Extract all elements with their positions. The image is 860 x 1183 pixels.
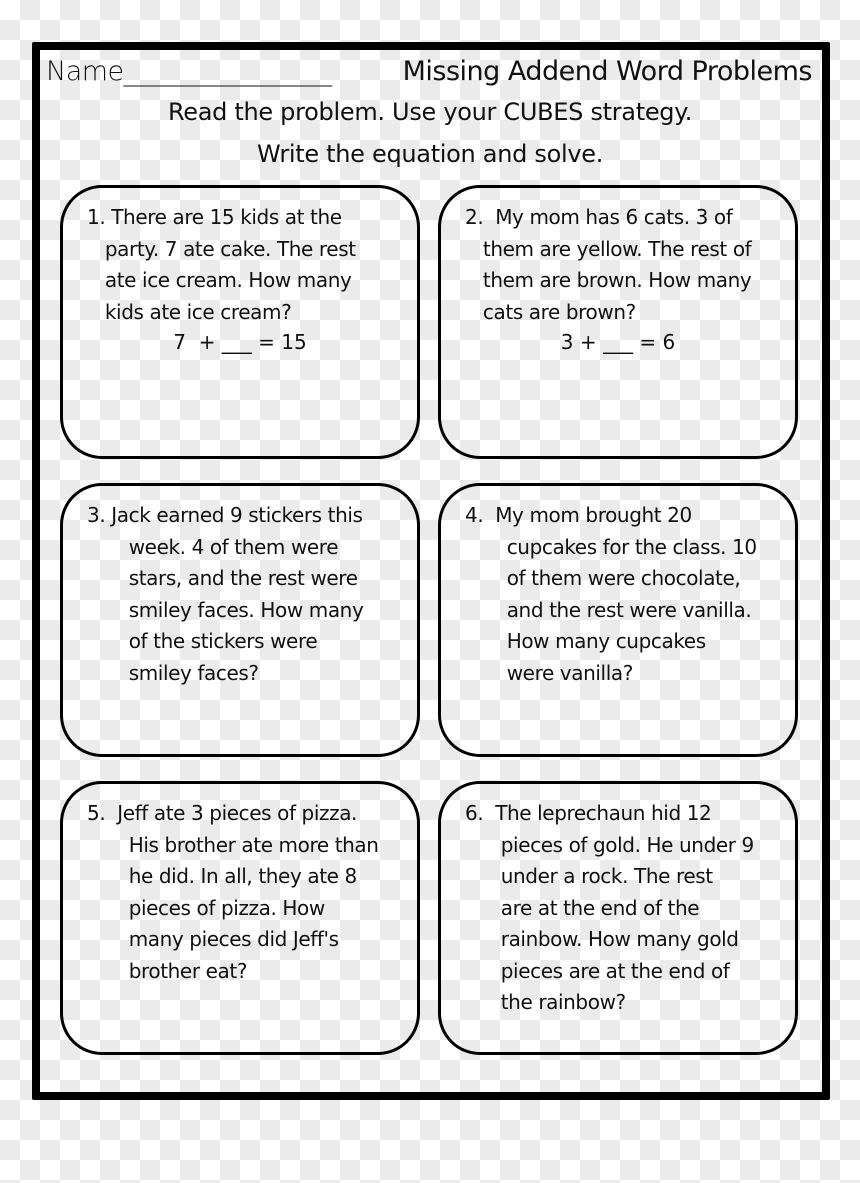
worksheet-title: Missing Addend Word Problems xyxy=(402,56,812,87)
problem-text: 5. Jeff ate 3 pieces of pizza. His brother ate more than he did. In all, they ate 8 pieces of pizza. How many pieces did Jeff's brother eat? xyxy=(87,801,379,983)
problem-box-3 xyxy=(60,483,420,757)
problem-text: 4. My mom brought 20 cupcakes for the class. 10 of them were chocolate, and the rest were vanilla. How many cupcakes were vanilla? xyxy=(465,503,757,685)
name-field-label: Name________________ xyxy=(46,56,332,87)
problem-box-2 xyxy=(438,185,798,459)
instruction-line-1: Read the problem. Use your CUBES strategy. xyxy=(167,98,693,126)
problem-box-6 xyxy=(438,781,798,1055)
problem-text: 3. Jack earned 9 stickers this week. 4 of them were stars, and the rest were smiley faces. How many of the stickers were smiley faces? xyxy=(87,503,364,685)
problem-equation: 3 + ___ = 6 xyxy=(560,330,676,354)
problem-box-5 xyxy=(60,781,420,1055)
problem-text: 6. The leprechaun hid 12 pieces of gold. He under 9 under a rock. The rest are at the end of the rainbow. How many gold pieces are at the end of the rainbow? xyxy=(465,801,754,1014)
problem-text: 2. My mom has 6 cats. 3 of them are yellow. The rest of them are brown. How many cats are brown? xyxy=(465,205,752,324)
problem-equation: 7 + ___ = 15 xyxy=(173,330,307,354)
problem-box-1 xyxy=(60,185,420,459)
problem-box-4 xyxy=(438,483,798,757)
instruction-line-2: Write the equation and solve. xyxy=(256,140,604,168)
problem-text: 1. There are 15 kids at the party. 7 ate cake. The rest ate ice cream. How many kids ate ice cream? xyxy=(87,205,356,324)
